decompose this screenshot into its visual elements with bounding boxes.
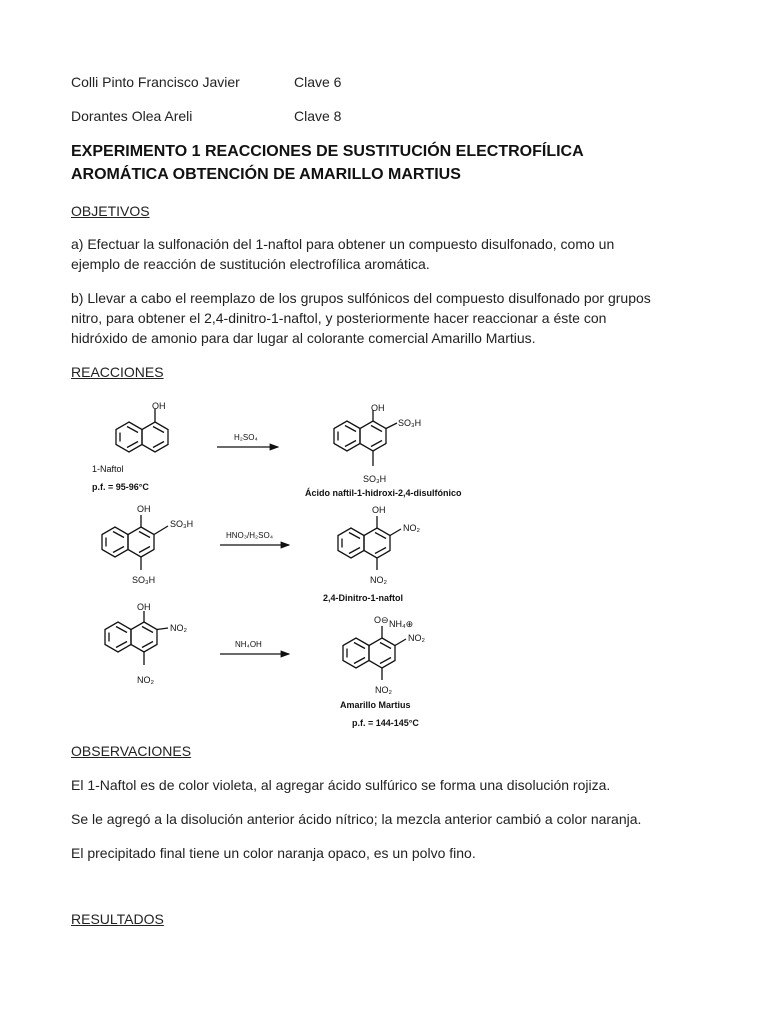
no2-label: NO₂: [170, 623, 187, 633]
reacciones-heading: REACCIONES: [71, 364, 164, 380]
objetivo-a-line1: a) Efectuar la sulfonación del 1-naftol para obtener un compuesto disulfonado, como un: [71, 236, 615, 252]
so3h-label: SO₃H: [170, 519, 194, 529]
observaciones-heading: OBSERVACIONES: [71, 743, 192, 759]
nh4-plus-label: NH₄⊕: [389, 619, 414, 629]
objetivos-heading: OBJETIVOS: [71, 203, 150, 219]
r1-product-name: Ácido naftil-1-hidroxi-2,4-disulfónico: [305, 488, 462, 498]
no2-label: NO₂: [403, 523, 420, 533]
observacion-line2: Se le agregó a la disolución anterior ácido nítrico; la mezcla anterior cambió a color naranja.: [71, 811, 642, 827]
author-key-2: Clave 8: [294, 108, 342, 124]
no2-label: NO₂: [137, 675, 154, 685]
author-name-1: Colli Pinto Francisco Javier: [71, 74, 240, 90]
no2-label: NO₂: [375, 685, 392, 695]
oh-label: OH: [137, 504, 151, 514]
naphthol-structure: [116, 409, 168, 452]
objetivo-a-line2: ejemplo de reacción de sustitución electrofílica aromática.: [71, 256, 430, 272]
observacion-line1: El 1-Naftol es de color violeta, al agregar ácido sulfúrico se forma una disolución rojiza.: [71, 777, 611, 793]
r1-start-name: 1-Naftol: [92, 464, 124, 474]
page-title-line2: AROMÁTICA OBTENCIÓN DE AMARILLO MARTIUS: [71, 166, 461, 183]
r3-reagent: NH₄OH: [235, 640, 262, 649]
r2-reagent: HNO₃/H₂SO₄: [226, 531, 273, 540]
r3-product-mp: p.f. = 144-145°C: [352, 718, 419, 728]
no2-label: NO₂: [370, 575, 387, 585]
r2-product-name: 2,4-Dinitro-1-naftol: [323, 593, 403, 603]
oh-label: OH: [137, 602, 151, 612]
no2-label: NO₂: [408, 633, 425, 643]
oh-label: OH: [371, 403, 385, 413]
so3h-label: SO₃H: [363, 474, 387, 484]
martius-yellow-structure: [343, 626, 406, 680]
r3-product-name: Amarillo Martius: [340, 700, 411, 710]
page-title-line1: EXPERIMENTO 1 REACCIONES DE SUSTITUCIÓN ELECTROFÍLICA: [71, 143, 584, 160]
so3h-label: SO₃H: [398, 418, 422, 428]
disulfonic-acid-structure: [334, 410, 397, 466]
dinitronaphthol-structure: [338, 516, 401, 570]
objetivo-b-line2: nitro, para obtener el 2,4-dinitro-1-naftol, y posteriormente hacer reaccionar a éste con: [71, 310, 607, 326]
resultados-heading: RESULTADOS: [71, 911, 164, 927]
r1-reagent: H₂SO₄: [234, 433, 258, 442]
disulfonic-acid-structure: [102, 515, 168, 570]
oh-label: OH: [372, 505, 386, 515]
objetivo-b-line3: hidróxido de amonio para dar lugar al colorante comercial Amarillo Martius.: [71, 330, 536, 346]
o-minus-label: O⊖: [374, 615, 389, 625]
oh-label: OH: [152, 401, 166, 411]
author-key-1: Clave 6: [294, 74, 342, 90]
reaction-scheme: [0, 390, 768, 730]
dinitronaphthol-structure: [105, 611, 168, 665]
author-name-2: Dorantes Olea Areli: [71, 108, 193, 124]
observacion-line3: El precipitado final tiene un color naranja opaco, es un polvo fino.: [71, 845, 476, 861]
r1-start-mp: p.f. = 95-96°C: [92, 482, 149, 492]
so3h-label: SO₃H: [132, 575, 156, 585]
objetivo-b-line1: b) Llevar a cabo el reemplazo de los grupos sulfónicos del compuesto disulfonado por grupos: [71, 290, 651, 306]
